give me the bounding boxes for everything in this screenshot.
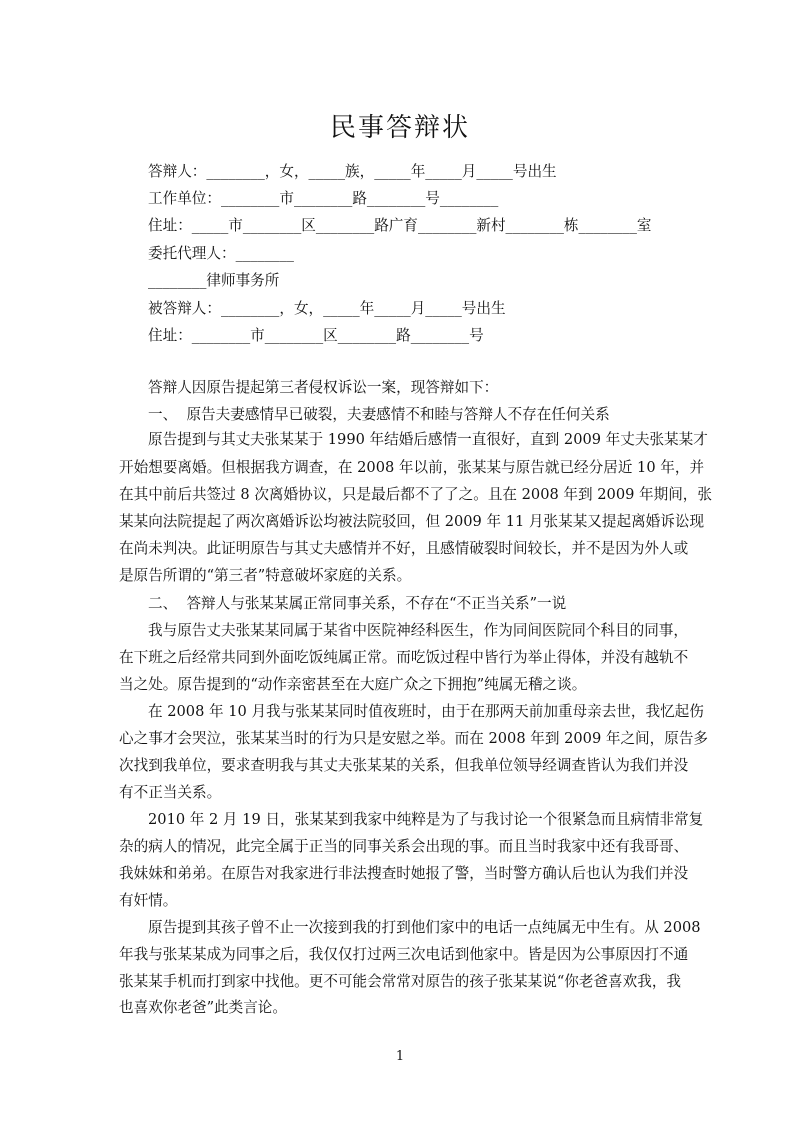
body-text-line: 答辩人因原告提起第三者侵权诉讼一案，现答辩如下： <box>148 379 499 396</box>
document-title: 民事答辩状 <box>329 113 470 143</box>
body-text-line: 我妹妹和弟弟。在原告对我家进行非法搜查时她报了警，当时警方确认后也认为我们并没 <box>119 865 689 882</box>
page-number: 1 <box>395 1049 405 1064</box>
body-text-line: 某某向法院提起了两次离婚诉讼均被法院驳回，但 2009 年 11 月张某某又提起离婚诉讼现 <box>119 513 705 530</box>
party-info-line: 被答辩人：________，女，_____年_____月_____号出生 <box>148 300 506 317</box>
body-text-line: 次找到我单位，要求查明我与其丈夫张某某的关系，但我单位领导经调查皆认为我们并没 <box>119 757 689 774</box>
body-text-line: 有不正当关系。 <box>119 784 222 801</box>
body-text-line: 年我与张某某成为同事之后，我仅仅打过两三次电话到他家中。皆是因为公事原因打不通 <box>119 946 689 963</box>
body-text-line: 张某某手机而打到家中找他。更不可能会常常对原告的孩子张某某说“你老爸喜欢我，我 <box>119 973 682 990</box>
body-text-line: 一、 原告夫妻感情早已破裂，夫妻感情不和睦与答辩人不存在任何关系 <box>148 406 610 423</box>
body-text-line: 原告提到与其丈夫张某某于 1990 年结婚后感情一直很好，直到 2009 年丈夫张某某才 <box>148 431 708 448</box>
body-text-line: 也喜欢你老爸”此类言论。 <box>119 999 287 1016</box>
body-text-line: 杂的病人的情况，此完全属于正当的同事关系会出现的事。而且当时我家中还有我哥哥、 <box>119 838 689 855</box>
party-info-line: 委托代理人：________ <box>148 245 294 262</box>
body-text-line: 在下班之后经常共同到外面吃饭纯属正常。而吃饭过程中皆行为举止得体，并没有越轨不 <box>119 649 689 666</box>
party-info-line: 工作单位：________市________路________号________ <box>148 190 499 207</box>
body-text-line: 二、 答辩人与张某某属正常同事关系，不存在“不正当关系”一说 <box>148 595 567 612</box>
party-info-line: 住址：________市________区________路________号 <box>148 327 484 344</box>
body-text-line: 在其中前后共签过 8 次离婚协议，只是最后都不了了之。且在 2008 年到 2009 年期间，张 <box>119 486 712 503</box>
body-text-line: 有奸情。 <box>119 892 178 909</box>
body-text-line: 是原告所谓的“第三者”特意破坏家庭的关系。 <box>119 567 412 584</box>
body-text-line: 我与原告丈夫张某某同属于某省中医院神经科医生，作为同间医院同个科目的同事， <box>148 622 688 639</box>
party-info-line: 答辩人：________，女，_____族，_____年_____月_____号出生 <box>148 163 557 180</box>
party-info-line: 住址：_____市________区________路广育________新村________栋________室 <box>148 217 652 234</box>
body-text-line: 2010 年 2 月 19 日，张某某到我家中纯粹是为了与我讨论一个很紧急而且病情非常复 <box>148 811 704 828</box>
body-text-line: 原告提到其孩子曾不止一次接到我的打到他们家中的电话一点纯属无中生有。从 2008 <box>148 919 701 936</box>
party-info-line: ________律师事务所 <box>148 272 280 289</box>
body-text-line: 当之处。原告提到的“动作亲密甚至在大庭广众之下拥抱”纯属无稽之谈。 <box>119 676 587 693</box>
body-text-line: 开始想要离婚。但根据我方调查，在 2008 年以前，张某某与原告就已经分居近 10 年，并 <box>119 459 705 476</box>
body-text-line: 在 2008 年 10 月我与张某某同时值夜班时，由于在那两天前加重母亲去世，我忆起伤 <box>148 703 704 720</box>
body-text-line: 心之事才会哭泣，张某某当时的行为只是安慰之举。而在 2008 年到 2009 年之间，原告多 <box>119 730 709 747</box>
body-text-line: 在尚未判决。此证明原告与其丈夫感情并不好，且感情破裂时间较长，并不是因为外人或 <box>119 540 689 557</box>
